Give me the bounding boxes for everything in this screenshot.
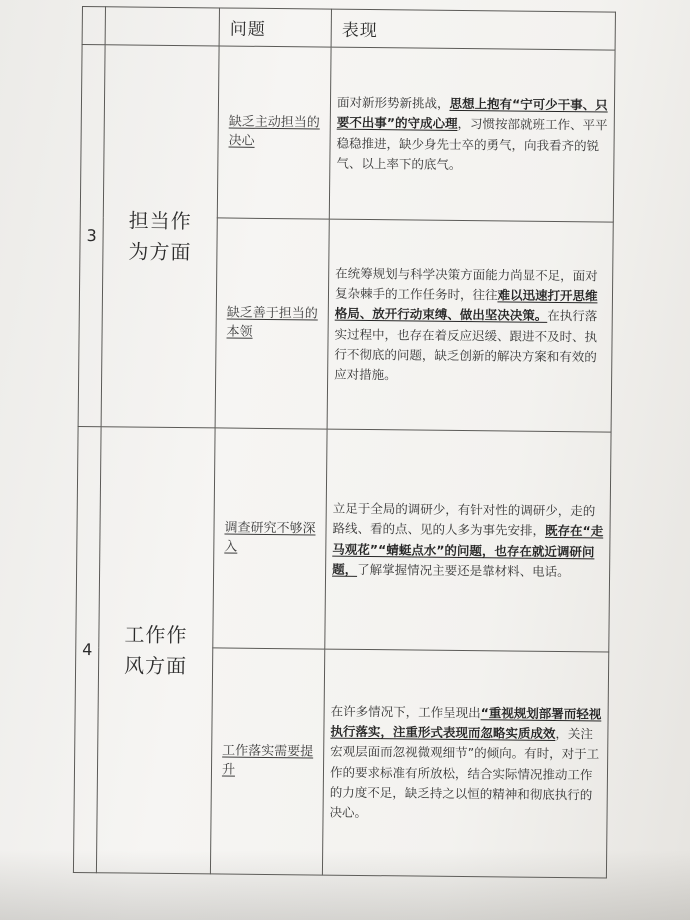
section-area-cell — [101, 45, 219, 428]
issues-table — [73, 6, 616, 879]
description-text — [334, 263, 606, 387]
description-part: 了解掌握情况主要还是靠材料、电话。 — [357, 561, 570, 579]
problem-text: 缺乏主动担当的决心 — [228, 114, 320, 149]
problem-text: 调查研究不够深入 — [224, 520, 316, 555]
description-part: ，关注宏观层面而忽视微观细节”的倾向。有时，对于工作的要求标准有所放松，结合实际情况推动工作的力度不足，缺乏持之以恒的精神和彻底执行的决心。 — [329, 725, 600, 821]
row-index: 3 — [78, 45, 105, 427]
problem-cell — [215, 218, 329, 429]
header-problem: 问题 — [219, 8, 331, 47]
description-part: 立足于全局的调研少，有针对性的调研少，走的路线、看的点、见的人多为事先安排， — [332, 500, 596, 539]
section-area-cell — [96, 427, 215, 874]
description-text — [332, 499, 604, 583]
description-cell — [322, 649, 608, 878]
description-highlight: 思想上抱有“宁可少干事、只要不出事”的守成心理 — [336, 95, 608, 132]
section-area: 担当作为方面 — [128, 208, 192, 264]
row-index: 4 — [73, 426, 101, 872]
description-part: 面对新形势新挑战， — [336, 94, 450, 111]
description-highlight: “重视规划部署而轻视执行落实，注重形式表现而忽略实质成效 — [330, 704, 602, 741]
description-cell — [329, 47, 615, 222]
description-part: 在执行落实过程中，也存在着反应迟缓、跟进不及时、执行不彻底的问题，缺乏创新的解决方案和有效的应对措施。 — [334, 308, 598, 383]
header-index — [82, 7, 105, 45]
table-header-row — [82, 7, 615, 51]
description-text — [336, 93, 608, 177]
header-area — [105, 7, 219, 46]
description-part: 在统筹规划与科学决策方面能力尚显不足，面对复杂棘手的工作任务时，往往 — [334, 265, 598, 303]
table-row — [80, 45, 615, 223]
description-cell — [325, 429, 611, 652]
description-highlight: 既存在“走马观花”“蜻蜓点水”的问题，也存在就近调研问题， — [332, 523, 604, 577]
description-part: ，习惯按部就班工作、平平稳稳推进，缺少身先士卒的勇气，向我看齐的锐气、以上率下的底气。 — [336, 116, 608, 172]
header-description: 表现 — [331, 9, 615, 50]
problem-cell — [217, 46, 331, 219]
description-cell — [327, 219, 613, 432]
problem-cell — [210, 648, 324, 875]
description-part: 在许多情况下，工作呈现出 — [330, 703, 481, 720]
problem-text: 缺乏善于担当的本领 — [226, 305, 318, 340]
description-text — [329, 701, 601, 825]
problem-cell — [213, 428, 327, 649]
problem-text: 工作落实需要提升 — [221, 743, 314, 778]
description-highlight: 难以迅速打开思维格局、放开行动束缚、做出坚决决策。 — [334, 287, 598, 324]
section-area: 工作作风方面 — [123, 621, 188, 678]
table-row — [76, 426, 611, 652]
